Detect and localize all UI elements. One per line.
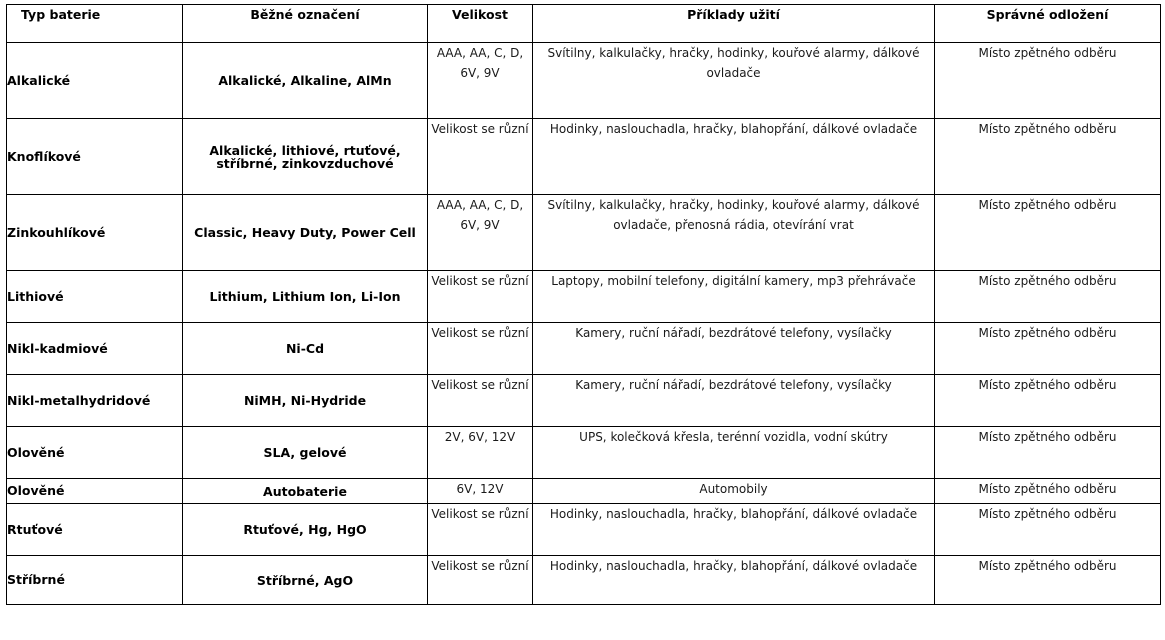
cell-battery-type: Zinkouhlíkové — [7, 195, 183, 271]
cell-battery-type: Lithiové — [7, 271, 183, 323]
cell-battery-type: Nikl-metalhydridové — [7, 375, 183, 427]
table-row — [7, 271, 1161, 323]
cell-battery-type: Olověné — [7, 427, 183, 479]
cell-designation: Classic, Heavy Duty, Power Cell — [183, 195, 428, 271]
cell-designation: Rtuťové, Hg, HgO — [183, 504, 428, 556]
cell-disposal: Místo zpětného odběru — [935, 119, 1161, 195]
cell-disposal: Místo zpětného odběru — [935, 271, 1161, 323]
header-usage-examples: Příklady užití — [533, 5, 935, 43]
cell-disposal: Místo zpětného odběru — [935, 504, 1161, 556]
cell-usage: Hodinky, naslouchadla, hračky, blahopřání, dálkové ovladače — [533, 119, 935, 195]
cell-designation: Ni-Cd — [183, 323, 428, 375]
header-size: Velikost — [428, 5, 533, 43]
cell-disposal: Místo zpětného odběru — [935, 479, 1161, 504]
cell-size: AAA, AA, C, D, 6V, 9V — [428, 195, 533, 271]
cell-designation: Alkalické, Alkaline, AlMn — [183, 43, 428, 119]
cell-disposal: Místo zpětného odběru — [935, 556, 1161, 605]
table-row — [7, 323, 1161, 375]
cell-disposal: Místo zpětného odběru — [935, 323, 1161, 375]
cell-usage: Automobily — [533, 479, 935, 504]
cell-disposal: Místo zpětného odběru — [935, 43, 1161, 119]
table-row — [7, 43, 1161, 119]
cell-size: 6V, 12V — [428, 479, 533, 504]
cell-size: Velikost se různí — [428, 375, 533, 427]
cell-battery-type: Knoflíkové — [7, 119, 183, 195]
cell-size: Velikost se různí — [428, 323, 533, 375]
table-row — [7, 504, 1161, 556]
cell-designation: Autobaterie — [183, 479, 428, 504]
table-header-row — [7, 5, 1161, 43]
header-battery-type: Typ baterie — [7, 5, 183, 43]
cell-designation: NiMH, Ni-Hydride — [183, 375, 428, 427]
cell-battery-type: Nikl-kadmiové — [7, 323, 183, 375]
cell-designation: SLA, gelové — [183, 427, 428, 479]
cell-size: Velikost se různí — [428, 119, 533, 195]
cell-size: 2V, 6V, 12V — [428, 427, 533, 479]
cell-usage: Hodinky, naslouchadla, hračky, blahopřání, dálkové ovladače — [533, 504, 935, 556]
cell-designation: Lithium, Lithium Ion, Li-Ion — [183, 271, 428, 323]
cell-usage: Kamery, ruční nářadí, bezdrátové telefony, vysílačky — [533, 323, 935, 375]
cell-designation: Stříbrné, AgO — [183, 556, 428, 605]
cell-disposal: Místo zpětného odběru — [935, 195, 1161, 271]
cell-size: Velikost se různí — [428, 271, 533, 323]
table-row — [7, 195, 1161, 271]
cell-usage: UPS, kolečková křesla, terénní vozidla, vodní skútry — [533, 427, 935, 479]
table-row — [7, 479, 1161, 504]
cell-usage: Hodinky, naslouchadla, hračky, blahopřání, dálkové ovladače — [533, 556, 935, 605]
header-disposal: Správné odložení — [935, 5, 1161, 43]
cell-battery-type: Stříbrné — [7, 556, 183, 605]
cell-size: Velikost se různí — [428, 504, 533, 556]
cell-designation: Alkalické, lithiové, rtuťové, stříbrné, zinkovzduchové — [183, 119, 428, 195]
cell-battery-type: Rtuťové — [7, 504, 183, 556]
table-row — [7, 119, 1161, 195]
cell-battery-type: Alkalické — [7, 43, 183, 119]
cell-disposal: Místo zpětného odběru — [935, 427, 1161, 479]
table-row — [7, 375, 1161, 427]
cell-disposal: Místo zpětného odběru — [935, 375, 1161, 427]
cell-usage: Laptopy, mobilní telefony, digitální kamery, mp3 přehrávače — [533, 271, 935, 323]
cell-usage: Kamery, ruční nářadí, bezdrátové telefony, vysílačky — [533, 375, 935, 427]
cell-usage: Svítilny, kalkulačky, hračky, hodinky, kouřové alarmy, dálkové ovladače, přenosná rádia, otevírání vrat — [533, 195, 935, 271]
cell-usage: Svítilny, kalkulačky, hračky, hodinky, kouřové alarmy, dálkové ovladače — [533, 43, 935, 119]
cell-size: Velikost se různí — [428, 556, 533, 605]
table-row — [7, 427, 1161, 479]
cell-size: AAA, AA, C, D, 6V, 9V — [428, 43, 533, 119]
cell-battery-type: Olověné — [7, 479, 183, 504]
table-row — [7, 556, 1161, 605]
battery-disposal-table — [6, 4, 1161, 605]
header-designation: Běžné označení — [183, 5, 428, 43]
